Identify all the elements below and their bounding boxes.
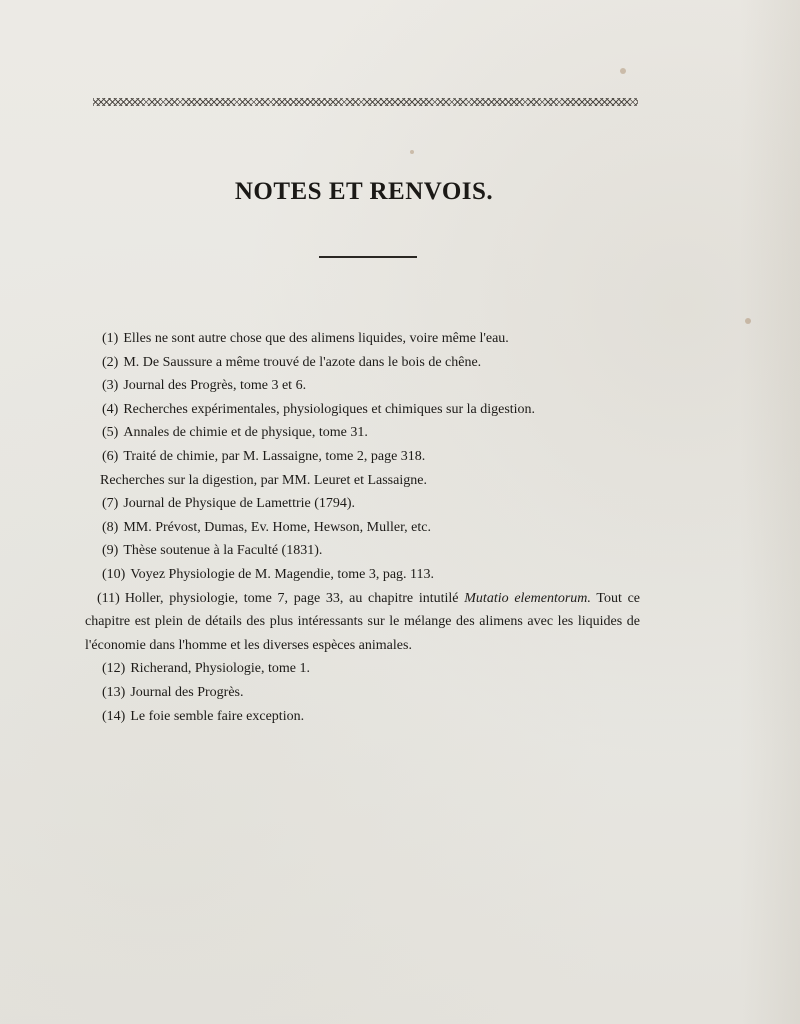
note-text: Richerand, Physiologie, tome 1. xyxy=(130,661,310,677)
note-text: Elles ne sont autre chose que des alimens liquides, voire même l'eau. xyxy=(123,331,509,346)
title-underline xyxy=(319,256,417,258)
paper-stain xyxy=(745,318,751,324)
note-number: (10) xyxy=(102,566,126,582)
note-number: (7) xyxy=(102,496,119,512)
note-text: Tout ce chapitre est plein de détails des plus intéressants sur le mélange des alimens avec les liquides de l'économie dans l'homme et les diverses espèces animales. xyxy=(85,590,641,653)
note-number: (3) xyxy=(102,378,119,394)
note-number: (1) xyxy=(102,331,119,346)
note-4 xyxy=(85,398,640,422)
note-6-continuation xyxy=(85,469,640,493)
note-text: M. De Saussure a même trouvé de l'azote dans le bois de chêne. xyxy=(123,354,482,370)
paper-stain xyxy=(410,150,414,154)
note-number: (6) xyxy=(102,448,119,464)
note-9 xyxy=(85,539,640,563)
note-text: Voyez Physiologie de M. Magendie, tome 3, pag. 113. xyxy=(130,566,435,582)
note-number: (11) xyxy=(97,590,120,606)
note-text: Journal des Progrès, tome 3 et 6. xyxy=(123,378,307,394)
note-2 xyxy=(85,351,640,375)
note-8 xyxy=(85,516,640,540)
decorative-top-rule xyxy=(93,98,638,106)
note-number: (4) xyxy=(102,401,119,417)
note-number: (8) xyxy=(102,519,119,535)
note-text: Holler, physiologie, tome 7, page 33, au chapitre intutilé xyxy=(124,590,459,606)
note-14 xyxy=(85,705,640,729)
note-number: (13) xyxy=(102,684,126,700)
note-3 xyxy=(85,374,640,398)
note-number: (12) xyxy=(102,661,126,677)
page-title: NOTES ET RENVOIS. xyxy=(234,178,494,205)
note-text: Annales de chimie et de physique, tome 31. xyxy=(123,425,368,441)
note-text: Recherches expérimentales, physiologiques et chimiques sur la digestion. xyxy=(123,401,536,417)
paper-stain xyxy=(620,68,626,74)
note-12 xyxy=(85,657,640,681)
note-10 xyxy=(85,563,640,587)
note-1 xyxy=(85,327,640,351)
note-5 xyxy=(85,421,640,445)
page-edge-shadow xyxy=(740,0,800,1024)
note-text: Journal des Progrès. xyxy=(130,684,244,700)
note-13 xyxy=(85,681,640,705)
note-text: Thèse soutenue à la Faculté (1831). xyxy=(123,543,323,559)
note-text: Recherches sur la digestion, par MM. Leuret et Lassaigne. xyxy=(100,472,427,488)
notes-list xyxy=(85,327,640,728)
note-number: (2) xyxy=(102,354,119,370)
note-text: Journal de Physique de Lamettrie (1794). xyxy=(123,496,356,512)
note-italic-title: Mutatio elementorum. xyxy=(464,590,591,606)
note-number: (9) xyxy=(102,543,119,559)
note-text: Traité de chimie, par M. Lassaigne, tome 2, page 318. xyxy=(123,448,426,464)
note-6 xyxy=(85,445,640,469)
note-text: Le foie semble faire exception. xyxy=(130,708,305,724)
note-number: (5) xyxy=(102,425,119,441)
note-11 xyxy=(85,587,640,658)
note-number: (14) xyxy=(102,708,126,724)
note-7 xyxy=(85,492,640,516)
note-text: MM. Prévost, Dumas, Ev. Home, Hewson, Muller, etc. xyxy=(123,519,431,535)
